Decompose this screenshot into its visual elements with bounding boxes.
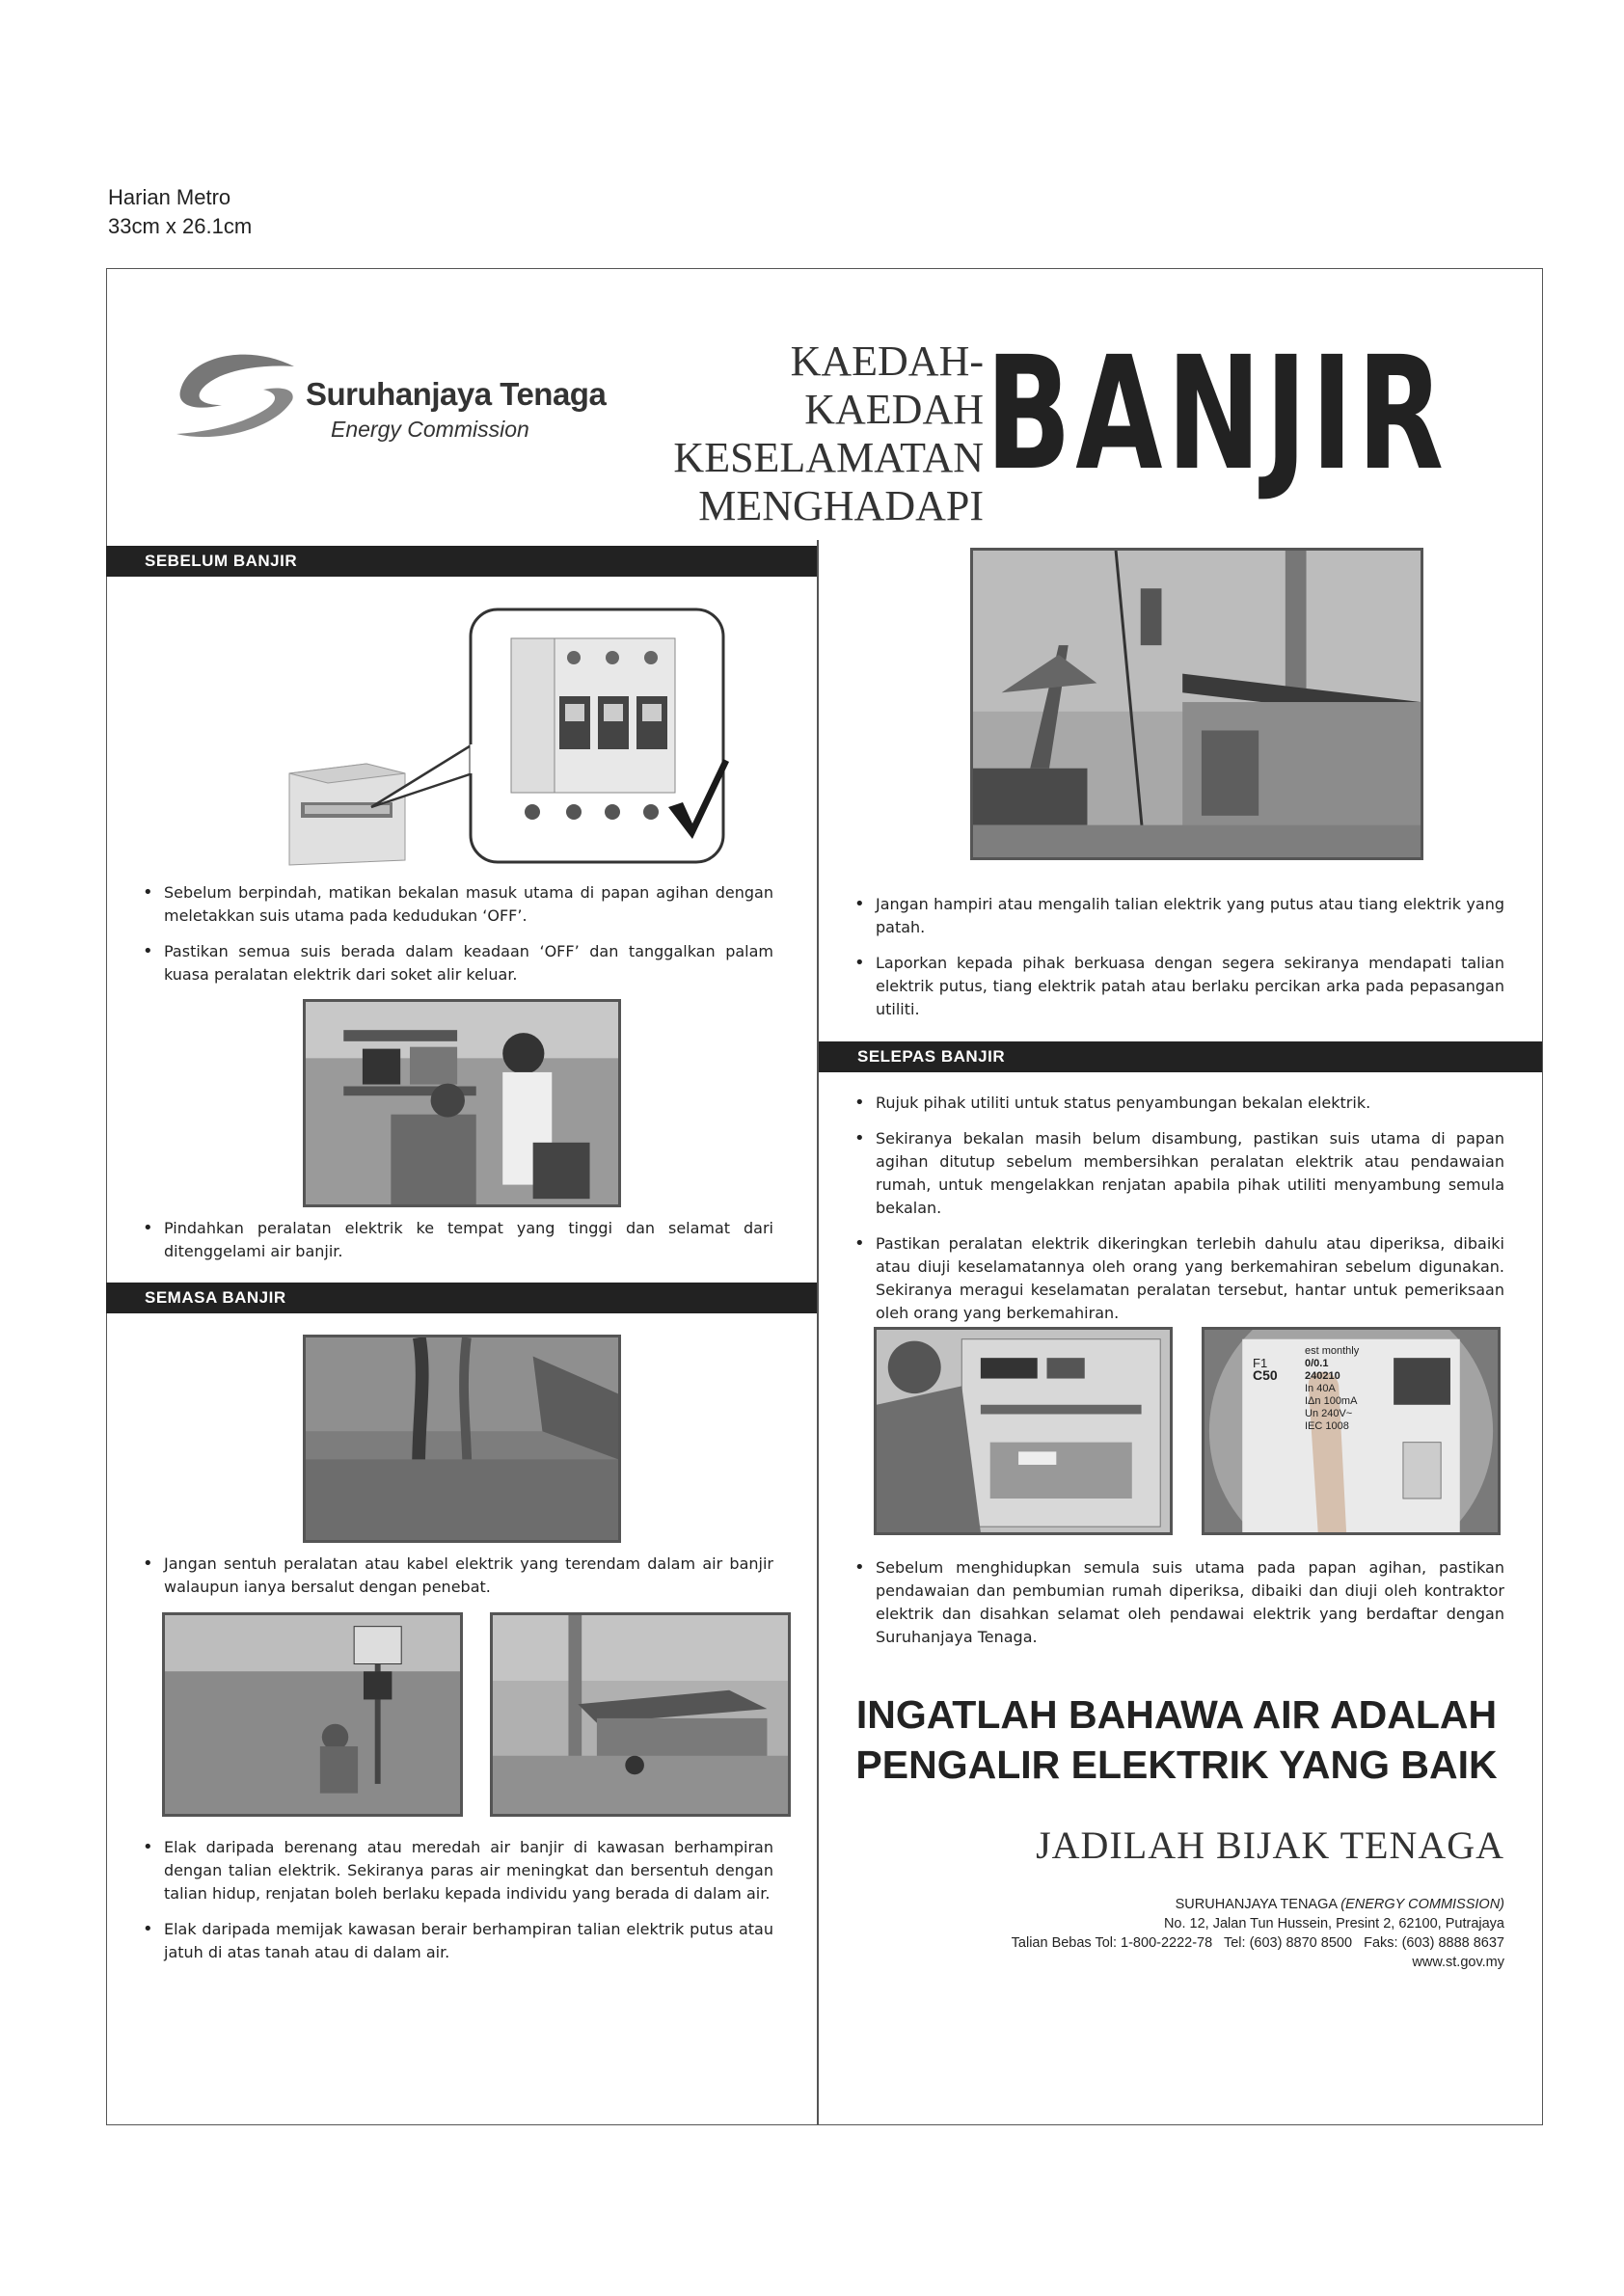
logo-subtitle: Energy Commission	[331, 417, 529, 442]
column-divider	[817, 540, 819, 2125]
breaker-illustration	[280, 600, 733, 870]
checkmark-icon	[1354, 770, 1423, 860]
rcbo-rating-3: In 40A	[1305, 1383, 1336, 1394]
rcbo-label	[1253, 1357, 1278, 1382]
logo-name: Suruhanjaya Tenaga	[306, 376, 607, 412]
selepas-bullets-a	[849, 1092, 1504, 1337]
bullet-item: • Laporkan kepada pihak berkuasa dengan segera sekiranya mendapati talian elektrik putus, tiang elektrik patah atau berlaku percikan arka pada pepasangan utiliti.	[849, 952, 1504, 1021]
photo-wading-flood	[162, 1612, 463, 1817]
bullet-item: • Jangan sentuh peralatan atau kabel elektrik yang terendam dalam air banjir walaupun ianya bersalut dengan penebat.	[137, 1553, 773, 1599]
slogan: JADILAH BIJAK TENAGA	[1036, 1823, 1504, 1867]
rcbo-test-note: est monthly	[1305, 1345, 1360, 1357]
contact-org: SURUHANJAYA TENAGA	[1175, 1897, 1338, 1912]
contact-website[interactable]: www.st.gov.my	[1412, 1955, 1504, 1970]
rcbo-ratings	[1305, 1345, 1359, 1433]
checkmark-icon	[552, 1122, 621, 1207]
headline-line-3: MENGHADAPI	[698, 482, 984, 529]
headline-line-1: KAEDAH-KAEDAH	[790, 338, 984, 433]
publication-size: 33cm x 26.1cm	[108, 214, 253, 238]
photo-moving-appliances	[303, 999, 621, 1207]
photo-rcbo-test	[1202, 1327, 1501, 1535]
section-bar-selepas: SELEPAS BANJIR	[819, 1041, 1542, 1072]
bullet-item: • Elak daripada memijak kawasan berair berhampiran talian elektrik putus atau jatuh di atas tanah atau di dalam air.	[137, 1918, 773, 1964]
contact-block	[868, 1895, 1504, 1972]
bullet-item: • Rujuk pihak utiliti untuk status penyambungan bekalan elektrik.	[849, 1092, 1504, 1115]
bullet-item: • Pindahkan peralatan elektrik ke tempat yang tinggi dan selamat dari ditenggelami air banjir.	[137, 1217, 773, 1263]
semasa-bullets-right	[849, 893, 1504, 1034]
contact-address: No. 12, Jalan Tun Hussein, Presint 2, 62100, Putrajaya	[1163, 1916, 1504, 1931]
cross-mark-icon	[416, 1731, 463, 1817]
headline-banjir: BANJIR	[986, 324, 1448, 505]
rcbo-rating-6: IEC 1008	[1305, 1420, 1349, 1432]
rcbo-label-f1: F1	[1253, 1356, 1268, 1370]
logo-swoosh-icon	[169, 347, 304, 444]
rcbo-label-c50: C50	[1253, 1367, 1278, 1383]
headline-line-2: KESELAMATAN	[673, 434, 984, 481]
closing-line-1: INGATLAH BAHAWA AIR ADALAH	[855, 1692, 1498, 1737]
contact-org-en: (ENERGY COMMISSION)	[1340, 1897, 1504, 1912]
checkmark-icon	[1100, 1457, 1173, 1535]
rcbo-rating-5: Un 240V~	[1305, 1408, 1353, 1419]
bullet-item: • Pastikan peralatan elektrik dikeringkan terlebih dahulu atau diperiksa, dibaiki atau diuji keselamatannya oleh orang yang berkemahiran sebelum digunakan. Sekiranya meragui keselamatan peralatan tersebut, hantar untuk pemeriksaan oleh orang yang berkemahiran.	[849, 1232, 1504, 1325]
rcbo-rating-2: 240210	[1305, 1370, 1340, 1382]
rcbo-rating-1: 0/0.1	[1305, 1358, 1329, 1369]
section-bar-sebelum: SEBELUM BANJIR	[106, 546, 817, 577]
bullet-item: • Sebelum menghidupkan semula suis utama pada papan agihan, pastikan pendawaian dan pembumian rumah diperiksa, dibaiki dan diuji oleh kontraktor elektrik dan disahkan selamat oleh pendawai elektrik yang berdaftar dengan Suruhanjaya Tenaga.	[849, 1556, 1504, 1649]
checkmark-icon	[1428, 1457, 1501, 1535]
bullet-item: • Sekiranya bekalan masih belum disambung, pastikan suis utama di papan agihan ditutup sebelum membersihkan peralatan elektrik atau pendawaian rumah, untuk mengelakkan renjatan apabila pihak utiliti menyambung semula bekalan.	[849, 1127, 1504, 1220]
publication-meta	[108, 183, 252, 241]
photo-electrician-inspection	[874, 1327, 1173, 1535]
rcbo-rating-4: IΔn 100mA	[1305, 1395, 1358, 1407]
closing-line-2: PENGALIR ELEKTRIK YANG BAIK	[855, 1742, 1498, 1787]
photo-utility-workers	[970, 548, 1423, 860]
semasa-bullets-a	[137, 1553, 773, 1611]
headline-lines	[617, 338, 984, 530]
photo-submerged-cable	[303, 1335, 621, 1543]
bullet-item: • Jangan hampiri atau mengalih talian elektrik yang putus atau tiang elektrik yang patah.	[849, 893, 1504, 939]
sebelum-bullets-b	[137, 1217, 773, 1276]
section-bar-semasa: SEMASA BANJIR	[106, 1283, 817, 1313]
cross-mark-icon	[558, 1472, 621, 1543]
closing-message	[849, 1689, 1504, 1790]
cross-mark-icon	[742, 1731, 791, 1817]
sebelum-bullets-a	[137, 881, 773, 999]
bullet-item: • Sebelum berpindah, matikan bekalan masuk utama di papan agihan dengan meletakkan suis utama pada kedudukan ‘OFF’.	[137, 881, 773, 928]
publication-name: Harian Metro	[108, 185, 231, 209]
contact-org-line	[868, 1895, 1504, 1914]
bullet-item: • Pastikan semua suis berada dalam keadaan ‘OFF’ dan tanggalkan palam kuasa peralatan elektrik dari soket alir keluar.	[137, 940, 773, 986]
photo-flooded-village	[490, 1612, 791, 1817]
logo	[169, 347, 622, 453]
bullet-item: • Elak daripada berenang atau meredah air banjir di kawasan berhampiran dengan talian elektrik. Sekiranya paras air meningkat dan bersentuh dengan talian hidup, renjatan boleh berlaku kepada individu yang berada di dalam air.	[137, 1836, 773, 1905]
selepas-bullets-b	[849, 1556, 1504, 1661]
semasa-bullets-b	[137, 1836, 773, 1977]
checkmark-icon	[663, 754, 731, 841]
contact-phones: Talian Bebas Tol: 1-800-2222-78 Tel: (603) 8870 8500 Faks: (603) 8888 8637	[1011, 1935, 1504, 1951]
